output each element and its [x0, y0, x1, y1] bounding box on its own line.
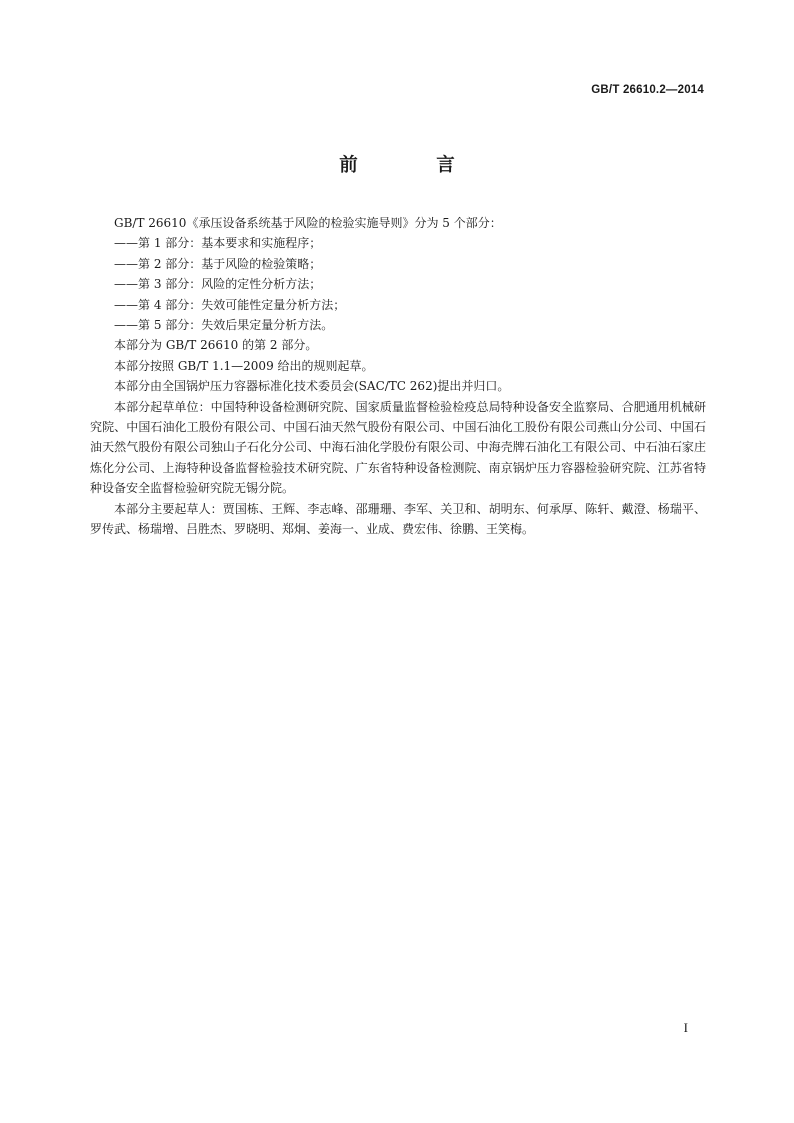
paragraph-part-statement: 本部分为 GB/T 26610 的第 2 部分。 [114, 338, 318, 353]
list-item-part-1: ——第 1 部分：基本要求和实施程序； [114, 236, 322, 251]
paragraph-drafters: 本部分主要起草人：贾国栋、王辉、李志峰、邵珊珊、李军、关卫和、胡明东、何承厚、陈轩、戴澄、杨瑞平、罗传武、杨瑞增、吕胜杰、罗晓明、郑炯、姜海一、业成、费宏伟、徐鹏、王笑梅。 [90, 501, 706, 537]
list-item-part-5: ——第 5 部分：失效后果定量分析方法。 [114, 318, 334, 333]
paragraph-proposer: 本部分由全国锅炉压力容器标准化技术委员会(SAC/TC 262)提出并归口。 [114, 379, 510, 394]
paragraph-intro: GB/T 26610《承压设备系统基于风险的检验实施导则》分为 5 个部分： [114, 216, 502, 230]
list-item-part-2: ——第 2 部分：基于风险的检验策略； [114, 256, 322, 271]
list-item-part-3: ——第 3 部分：风险的定性分析方法； [114, 277, 322, 292]
page-number: I [683, 1020, 688, 1035]
standard-code: GB/T 26610.2—2014 [591, 84, 704, 96]
paragraph-drafting-units: 本部分起草单位：中国特种设备检测研究院、国家质量监督检验检疫总局特种设备安全监察局、合肥通用机械研究院、中国石油化工股份有限公司、中国石油天然气股份有限公司、中国石油化工股份有限公司燕山分公司、中国石油天然气股份有限公司独山子石化分公司、中海石油化学股份有限公司、中海壳牌石油化工有限公司、中石油石家庄炼化分公司、上海特种设备监督检验技术研究院、广东省特种设备检测院、南京锅炉压力容器检验研究院、江苏省特种设备安全监督检验研究院无锡分院。 [90, 399, 706, 496]
list-item-part-4: ——第 4 部分：失效可能性定量分析方法； [114, 297, 346, 312]
paragraph-drafting-rules: 本部分按照 GB/T 1.1—2009 给出的规则起草。 [114, 358, 374, 373]
page-title: 前 言 [339, 155, 491, 176]
foreword-body [90, 213, 706, 540]
